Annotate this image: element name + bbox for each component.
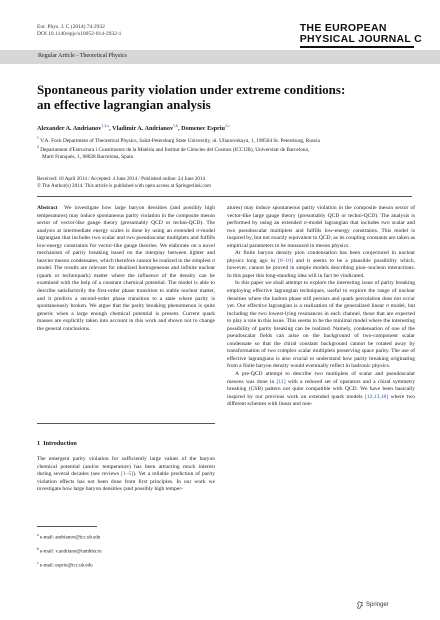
section-title: Introduction <box>43 440 77 447</box>
email-b[interactable]: e-mail: v.andriano@rambler.ru <box>40 549 102 555</box>
footnote-divider <box>37 526 97 527</box>
footnote-b <box>37 544 102 558</box>
intro-text-part-2: ). Yet a reliable prediction of parity violation effects has not been done from first principles. In our work we investigate how large baryon densities (and possibly high temper- <box>37 471 215 493</box>
citation-link[interactable]: [12,13,18] <box>365 393 389 400</box>
journal-reference <box>37 24 121 38</box>
footnote-c-mark: c <box>37 561 39 566</box>
footnote-c <box>37 558 102 572</box>
affiliation-2-line-1: Departament d'Estructura i Constituents de la Matèria and Institut de Ciències del Cosmos (ICCUB), Universitat de Barcelona, <box>40 147 310 154</box>
title-line-1: Spontaneous parity violation under extreme conditions: <box>37 82 346 97</box>
affiliation-1: V.A. Fock Department of Theoretical Physics, Saint-Petersburg State University, ul. Ulianovskaya, 1, 198504 St. Petersburg, Russia <box>40 137 320 144</box>
affiliation-2-number: 2 <box>37 145 39 150</box>
introduction-text <box>37 456 215 494</box>
paragraph <box>227 250 415 280</box>
springer-horse-icon <box>356 601 364 609</box>
paragraph-text: where two different schemes with linear and non- <box>227 393 415 408</box>
citation-link[interactable]: [6–10] <box>278 257 293 264</box>
abstract-label: Abstract <box>37 205 58 211</box>
article-type-banner <box>0 50 440 64</box>
copyright-notice: © The Author(s) 2014. This article is published with open access at Springerlink.com <box>37 182 212 189</box>
email-a[interactable]: e-mail: andrianov@icc.ub.edu <box>39 535 101 541</box>
citation-link[interactable]: [1–5] <box>121 471 134 478</box>
paragraph-text: A pre-QCD attempt to describe two multiplets of scalar and pseudoscalar mesons was done in <box>227 371 415 385</box>
author-1-affil-mark: 1,2,a <box>101 123 110 128</box>
paragraph <box>227 371 415 409</box>
footnote-b-mark: b <box>37 547 39 552</box>
publisher-name: Springer <box>366 602 389 608</box>
paragraph-text: At finite baryon density pion condensation has been conjectured in nuclear physics long ago in <box>227 250 415 264</box>
right-column-text <box>227 205 415 409</box>
paragraph-text: with a reduced set of operators and a chiral symmetry breaking (CSB) pattern not quite compatible with QCD. We have been basically inspired by our previous work on extended quark models <box>227 378 415 400</box>
abstract-divider <box>37 423 215 424</box>
author-3: Domenec Espriu <box>181 125 225 133</box>
author-2-affil-mark: 1,b <box>173 123 179 128</box>
footnote-a-mark: a <box>37 533 39 537</box>
publisher-mark <box>356 601 389 609</box>
paragraph: In this paper we shall attempt to explore the interesting issue of parity breaking employing effective lagrangian techniques, useful to explore the range of nuclear densities where the hadron phase still persists and quark percolation does not occur yet. Our effective lagrangian is a realization of the generalized linear σ model, but including the two lowest-lying resonances in each channel, those that are expected to play a role in this issue. This seems to be the minimal model where the interesting possibility of parity breaking can be realized. Namely, condensation of one of the pseudoscalar fields can arise on the background of two-component scalar condensate so that the chiral constant background cannot be rotated away by transformation of two complex scalar multiplets preserving space parity. The use of effective lagrangians is also crucial to understand how parity breaking originating from a finite baryon density would eventually reflect in hadronic physics. <box>227 280 415 370</box>
section-heading-introduction <box>37 440 77 447</box>
paragraph: atures) may induce spontaneous parity violation in the composite meson sector of vector-like large gauge theory (presumably QCD or techni-QCD). The analysis is performed by using an extended σ-model lagrangian that includes two scalar and two pseudoscalar multiplets and fulfills low-energy constraints. This model is inspired by, but not exactly equivalent to QCD, as its coupling constants are taken as empirical parameters to be measured in meson physics. <box>227 205 415 249</box>
intro-text-part-1: The emergent parity violation for sufficiently large values of the baryon chemical potential (and/or temperature) has been attracting much interest during several decades (see reviews <box>37 456 215 478</box>
affiliations <box>37 135 417 160</box>
journal-citation: Eur. Phys. J. C (2014) 74:2932 <box>37 24 105 30</box>
publication-dates <box>37 176 427 189</box>
email-c[interactable]: e-mail: espriu@icc.ub.edu <box>39 563 93 569</box>
author-1: Alexander A. Andrianov <box>37 125 102 133</box>
abstract-text: We investigate how large baryon densities (and possibly high temperatures) may induce spontaneous parity violation in the composite meson sector of vector-like gauge theory (presumably QCD or techni-QCD). The analysis at intermediate energy scales is done by using an extended σ-model lagrangian that includes two scalar and two pseudoscalar multiplets and fulfills low-energy constraints for vector-like gauge theories. We elaborate on a novel mechanism of parity breaking based on the interplay between lighter and heavier meson condensates, which therefore cannot be realized in the simplest σ model. The results are relevant for idealized homogeneous and infinite nuclear (quark or techniquark) matter where the influence of the density can be examined with the help of a constant chemical potential. The model is able to describe satisfactorily the first-order phase transition to stable nuclear matter, and it predicts a second-order phase transition to a state where parity is spontaneously broken. We argue that the parity breaking phenomenon is quite generic when a large enough chemical potential is present. Current quark masses are explicitly taken into account in this work and shown not to change the general conclusions. <box>37 205 215 332</box>
logo-line-1: THE EUROPEAN <box>299 22 387 34</box>
article-type-label: Regular Article - Theoretical Physics <box>38 53 127 59</box>
logo-line-2: PHYSICAL JOURNAL C <box>299 33 422 45</box>
abstract <box>37 205 215 333</box>
affiliation-1-number: 1 <box>37 136 39 140</box>
journal-logo <box>300 23 422 48</box>
title-line-2: an effective lagrangian analysis <box>37 97 211 112</box>
author-list: Alexander A. Andrianov$^{1,2,a}$, Vladimir A. Andrianov$^{1,b}$, Domenec Espriu$^{2,c}$ <box>37 123 230 133</box>
doi[interactable]: DOI 10.1140/epjc/s10052-014-2932-1 <box>37 31 122 37</box>
footnotes <box>37 530 102 572</box>
citation-link[interactable]: [11] <box>276 378 286 385</box>
affiliation-2-line-2: Martí Franquès, 1, 08028 Barcelona, Spain <box>42 153 134 160</box>
author-3-affil-mark: 2,c <box>224 123 230 128</box>
paragraph-text: and it seems to be a plausible possibility which, however, cannot be proved in simple models describing pion–nucleon interactions. In this paper this long-standing idea will in fact be vindicated. <box>227 257 416 279</box>
author-2: Vladimir A. Andrianov <box>112 125 174 133</box>
section-number: 1 <box>37 440 41 447</box>
header-divider <box>37 196 412 197</box>
paper-title <box>37 82 407 112</box>
footnote-a <box>37 530 102 544</box>
received-accepted-dates: Received: 10 April 2014 / Accepted: 4 June 2014 / Published online: 24 June 2014 <box>37 176 206 182</box>
logo-rule <box>300 46 414 48</box>
